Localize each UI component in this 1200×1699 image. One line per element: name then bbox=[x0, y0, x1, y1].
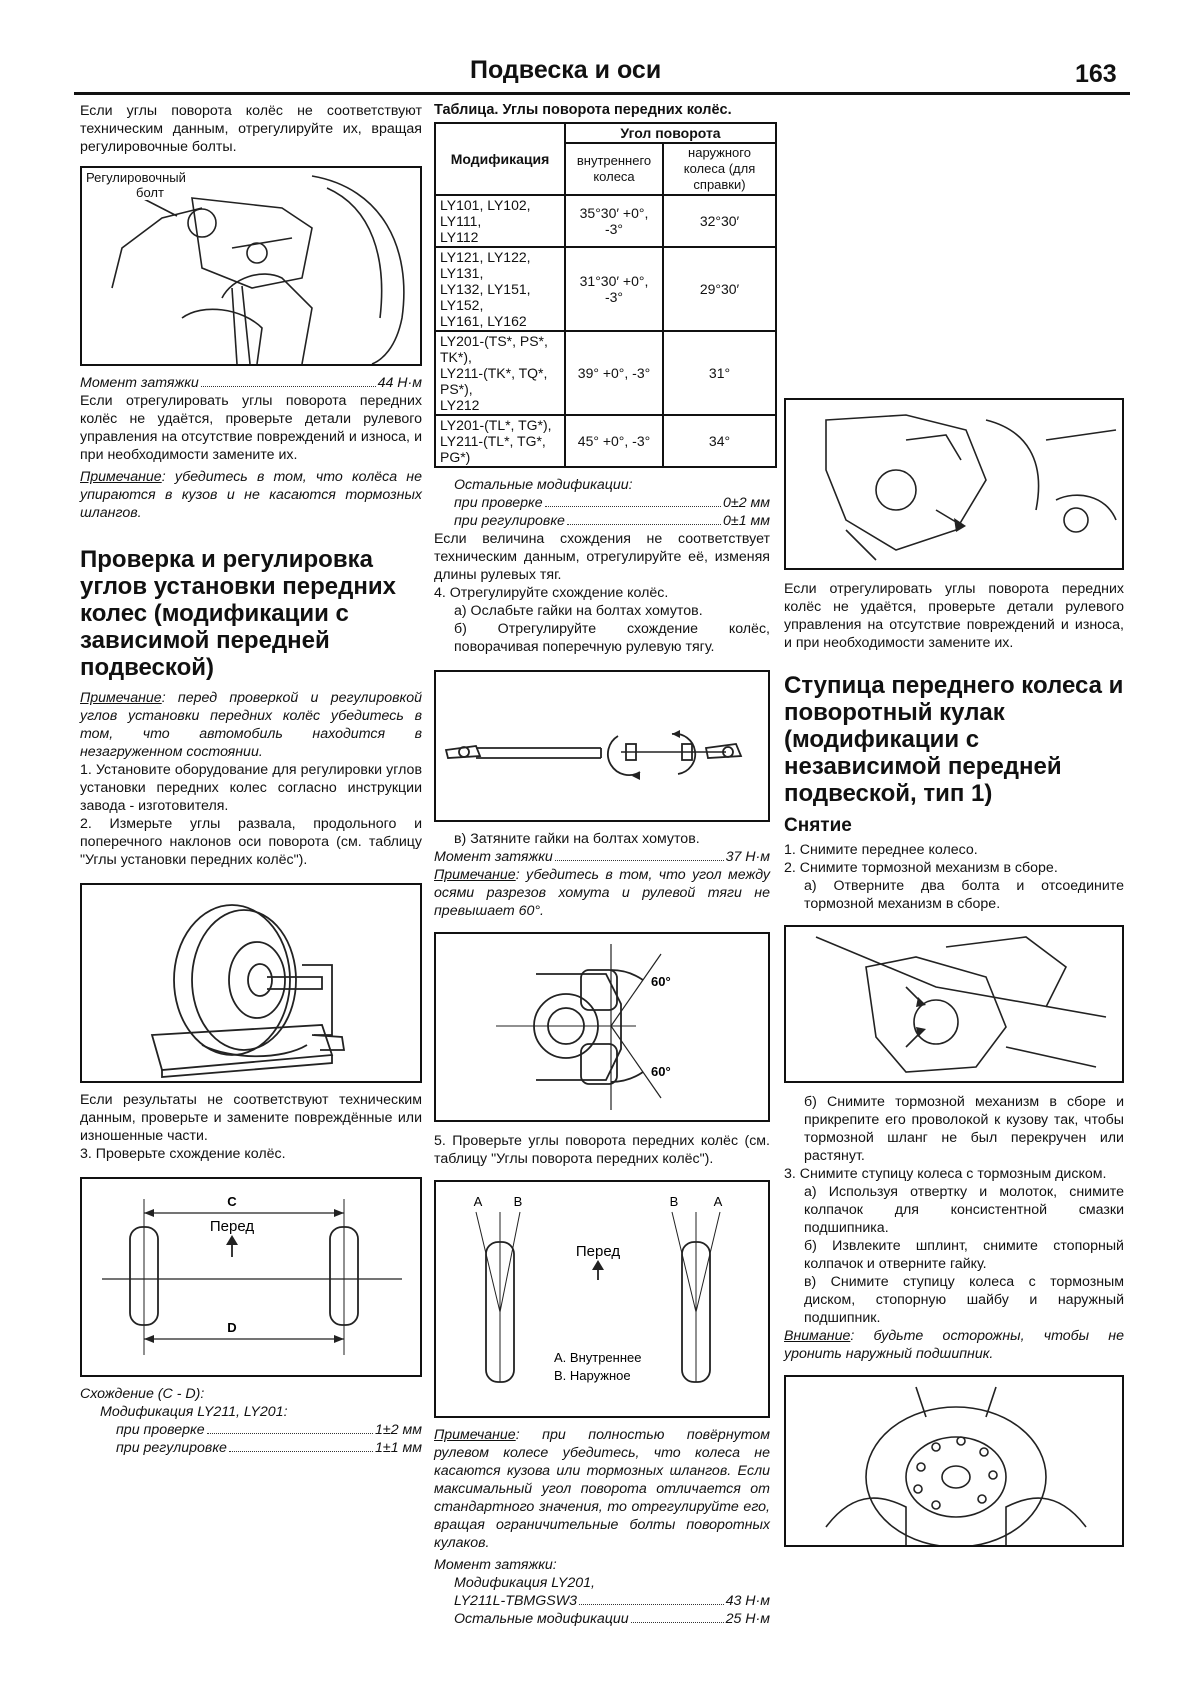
legend-b: B. Наружное bbox=[554, 1368, 631, 1383]
step-5: 5. Проверьте углы поворота передних колёс (см. таблицу "Углы поворота передних колёс"). bbox=[434, 1133, 770, 1167]
note-clamp-angle bbox=[434, 866, 770, 920]
torque2-other-label: Остальные модификации bbox=[454, 1611, 629, 1627]
table-header-row bbox=[435, 123, 776, 143]
header-rule bbox=[74, 92, 1130, 95]
column-right bbox=[784, 102, 1124, 1547]
note-text: : при полностью повёрнутом рулевом колесе убедитесь, что колеса не касаются кузова или тормозных шлангов. Если максимальный угол поворота отличается от стандартного значения, то отрегулируйте его, вращая ограничительные болты поворотных кулаков. bbox=[434, 1427, 770, 1551]
cell-outer: 31° bbox=[663, 331, 776, 415]
th-angle: Угол поворота bbox=[565, 123, 776, 143]
cell-outer: 29°30′ bbox=[663, 247, 776, 331]
cell-mod: LY201-(TS*, PS*, TK*), LY211-(TK*, TQ*, PS*), LY212 bbox=[435, 331, 565, 415]
torque2-other-row bbox=[434, 1610, 770, 1628]
figure-toe-in bbox=[80, 1177, 422, 1377]
steering-knuckle-drawing bbox=[786, 400, 1124, 568]
toe-label-front: Перед bbox=[209, 1218, 255, 1235]
warning-label: Внимание bbox=[784, 1328, 851, 1344]
tie-rod-drawing bbox=[436, 672, 770, 820]
section-title-hub: Ступица переднего колеса и поворотный кулак (модификации с независимой передней подвеской, тип 1) bbox=[784, 672, 1124, 807]
toe-label-d: D bbox=[227, 1320, 237, 1335]
angle-b-right: B bbox=[669, 1194, 679, 1209]
legend-a: A. Внутреннее bbox=[554, 1350, 642, 1365]
column-left bbox=[80, 102, 422, 1457]
table-title: Таблица. Углы поворота передних колёс. bbox=[434, 102, 732, 118]
angle-a-left: A bbox=[473, 1194, 483, 1209]
torque-spec-row bbox=[80, 374, 422, 392]
other-adjust-value: 0±1 мм bbox=[723, 513, 770, 529]
other-adjust-row bbox=[434, 512, 770, 530]
paragraph-replace-parts: Если результаты не соответствуют техническим данным, проверьте и замените повреждённые или изношенные части. bbox=[80, 1092, 422, 1144]
toe-title: Схождение (C - D): bbox=[80, 1386, 205, 1402]
torque-value: 37 Н·м bbox=[725, 849, 770, 865]
torque2-title: Момент затяжки: bbox=[434, 1557, 557, 1573]
step-3a: а) Используя отвертку и молоток, снимите колпачок для консистентной смазки подшипника. bbox=[804, 1184, 1124, 1236]
torque-spec-row-2 bbox=[434, 848, 770, 866]
paragraph-steering-check-2: Если отрегулировать углы поворота передних колёс не удаётся, проверьте детали рулевого управления на отсутствие повреждений и износа, и при необходимости замените их. bbox=[784, 581, 1124, 651]
cell-inner: 39° +0°, -3° bbox=[565, 331, 663, 415]
step-3c: в) Снимите ступицу колеса с тормозным диском, стопорную шайбу и наружный подшипник. bbox=[804, 1274, 1124, 1326]
figure-adjusting-bolt bbox=[80, 166, 422, 366]
intro-text: Если углы поворота колёс не соответствуют техническим данным, отрегулируйте их, вращая регулировочные болты. bbox=[80, 103, 422, 155]
note-text: : убедитесь в том, что колёса не упираются в кузов и не касаются тормозных шлангов. bbox=[80, 469, 422, 521]
th-inner: внутреннего колеса bbox=[565, 143, 663, 195]
figure-clamp-angle bbox=[434, 932, 770, 1122]
th-outer: наружного колеса (для справки) bbox=[663, 143, 776, 195]
step-3b: б) Извлеките шплинт, снимите стопорный колпачок и отверните гайку. bbox=[804, 1238, 1124, 1272]
step-3: 3. Проверьте схождение колёс. bbox=[80, 1146, 286, 1162]
torque2-mod1: Модификация LY201, bbox=[454, 1575, 595, 1591]
cell-inner: 45° +0°, -3° bbox=[565, 415, 663, 467]
torque2-mod1-value: 43 Н·м bbox=[725, 1593, 770, 1609]
section-title-alignment: Проверка и регулировка углов установки передних колес (модификации с зависимой передней подвеской) bbox=[80, 546, 396, 681]
toe-adjust-label: при регулировке bbox=[116, 1440, 227, 1456]
figure-turning-angles bbox=[434, 1180, 770, 1418]
note-body-clearance bbox=[80, 468, 422, 522]
toe-adjust-value: 1±1 мм bbox=[375, 1440, 422, 1456]
step-2: 2. Снимите тормозной механизм в сборе. bbox=[784, 860, 1058, 876]
subsection-removal: Снятие bbox=[784, 815, 852, 836]
step-2b: б) Снимите тормозной механизм в сборе и прикрепите его проволокой к кузову так, чтобы тормозной шланг не был перекручен или растянут. bbox=[804, 1094, 1124, 1164]
cell-mod: LY121, LY122, LY131, LY132, LY151, LY152, LY161, LY162 bbox=[435, 247, 565, 331]
torque2-mod1b: LY211L-TBMGSW3 bbox=[454, 1593, 578, 1609]
note-label: Примечание bbox=[80, 690, 162, 706]
cell-inner: 35°30′ +0°, -3° bbox=[565, 195, 663, 247]
wheel-hub-drawing bbox=[786, 1377, 1124, 1545]
wheel-on-turntable-drawing bbox=[82, 885, 422, 1081]
step-4c: в) Затяните гайки на болтах хомутов. bbox=[454, 831, 700, 847]
other-check-label: при проверке bbox=[454, 495, 543, 511]
figure-steering-knuckle bbox=[784, 398, 1124, 570]
warning-bearing bbox=[784, 1327, 1124, 1363]
fig1-label-line2: болт bbox=[136, 185, 164, 200]
note-text: : убедитесь в том, что угол между осями разрезов хомута и рулевой тяги не превышает 60°. bbox=[434, 867, 770, 919]
steering-angle-table bbox=[434, 122, 777, 468]
step-2a: а) Отверните два болта и отсоедините тормозной механизм в сборе. bbox=[804, 878, 1124, 912]
note-label: Примечание bbox=[434, 1427, 516, 1443]
angle-a-right: A bbox=[713, 1194, 723, 1209]
cell-outer: 32°30′ bbox=[663, 195, 776, 247]
table-row bbox=[435, 331, 776, 415]
toe-label-c: C bbox=[227, 1194, 237, 1209]
table-row bbox=[435, 195, 776, 247]
toe-check-label: при проверке bbox=[116, 1422, 205, 1438]
other-mods-title: Остальные модификации: bbox=[454, 477, 633, 493]
step-1: 1. Снимите переднее колесо. bbox=[784, 842, 978, 858]
note-unloaded bbox=[80, 689, 422, 761]
cell-mod: LY101, LY102, LY111, LY112 bbox=[435, 195, 565, 247]
step-4a: а) Ослабьте гайки на болтах хомутов. bbox=[454, 603, 703, 619]
step-4: 4. Отрегулируйте схождение колёс. bbox=[434, 585, 669, 601]
table-row bbox=[435, 415, 776, 467]
clamp-angle-drawing bbox=[436, 934, 770, 1120]
fig1-label-line1: Регулировочный bbox=[86, 170, 186, 185]
torque2-other-value: 25 Н·м bbox=[725, 1611, 770, 1627]
toe-adjust-row bbox=[80, 1439, 422, 1457]
paragraph-steering-check: Если отрегулировать углы поворота передних колёс не удаётся, проверьте детали рулевого управления на отсутствие повреждений и износа, и при необходимости замените их. bbox=[80, 393, 422, 463]
warning-text: : будьте осторожны, чтобы не уронить наружный подшипник. bbox=[784, 1328, 1124, 1362]
note-label: Примечание bbox=[434, 867, 516, 883]
figure-tie-rod bbox=[434, 670, 770, 822]
front-label: Перед bbox=[575, 1243, 621, 1260]
angle-label-bottom: 60° bbox=[651, 1064, 671, 1079]
turning-angles-drawing bbox=[436, 1182, 770, 1416]
toe-in-drawing bbox=[82, 1179, 422, 1375]
column-middle bbox=[434, 102, 770, 1628]
torque-label: Момент затяжки bbox=[434, 849, 553, 865]
figure-brake-caliper bbox=[784, 925, 1124, 1083]
th-modification: Модификация bbox=[435, 123, 565, 195]
step-2: 2. Измерьте углы развала, продольного и поперечного наклонов оси поворота (см. таблицу "Углы установки передних колёс"). bbox=[80, 816, 422, 868]
step-3: 3. Снимите ступицу колеса с тормозным диском. bbox=[784, 1166, 1107, 1182]
page-title: Подвеска и оси bbox=[470, 56, 662, 84]
torque-value: 44 Н·м bbox=[377, 375, 422, 391]
step-4b: б) Отрегулируйте схождение колёс, поворачивая поперечную рулевую тягу. bbox=[454, 621, 770, 655]
figure-wheel-hub bbox=[784, 1375, 1124, 1547]
toe-check-row bbox=[80, 1421, 422, 1439]
step-1: 1. Установите оборудование для регулировки углов установки передних колес согласно инструкции завода - изготовителя. bbox=[80, 762, 422, 814]
note-text: : перед проверкой и регулировкой углов установки передних колёс убедитесь в том, что автомобиль находится в незагруженном состоянии. bbox=[80, 690, 422, 760]
cell-inner: 31°30′ +0°, -3° bbox=[565, 247, 663, 331]
cell-mod: LY201-(TL*, TG*), LY211-(TL*, TG*, PG*) bbox=[435, 415, 565, 467]
torque-label: Момент затяжки bbox=[80, 375, 199, 391]
toe-check-value: 1±2 мм bbox=[375, 1422, 422, 1438]
page-number: 163 bbox=[1075, 60, 1117, 88]
brake-caliper-drawing bbox=[786, 927, 1124, 1081]
other-check-value: 0±2 мм bbox=[723, 495, 770, 511]
angle-label-top: 60° bbox=[651, 974, 671, 989]
other-adjust-label: при регулировке bbox=[454, 513, 565, 529]
angle-b-left: B bbox=[513, 1194, 523, 1209]
table-row bbox=[435, 247, 776, 331]
figure-wheel-alignment-equipment bbox=[80, 883, 422, 1083]
torque2-mod1-row bbox=[434, 1592, 770, 1610]
other-check-row bbox=[434, 494, 770, 512]
paragraph-tie-rod: Если величина схождения не соответствует техническим данным, отрегулируйте её, изменяя длины рулевых тяг. bbox=[434, 531, 770, 583]
cell-outer: 34° bbox=[663, 415, 776, 467]
note-full-lock bbox=[434, 1426, 770, 1552]
note-label: Примечание bbox=[80, 469, 162, 485]
toe-modification: Модификация LY211, LY201: bbox=[100, 1404, 288, 1420]
